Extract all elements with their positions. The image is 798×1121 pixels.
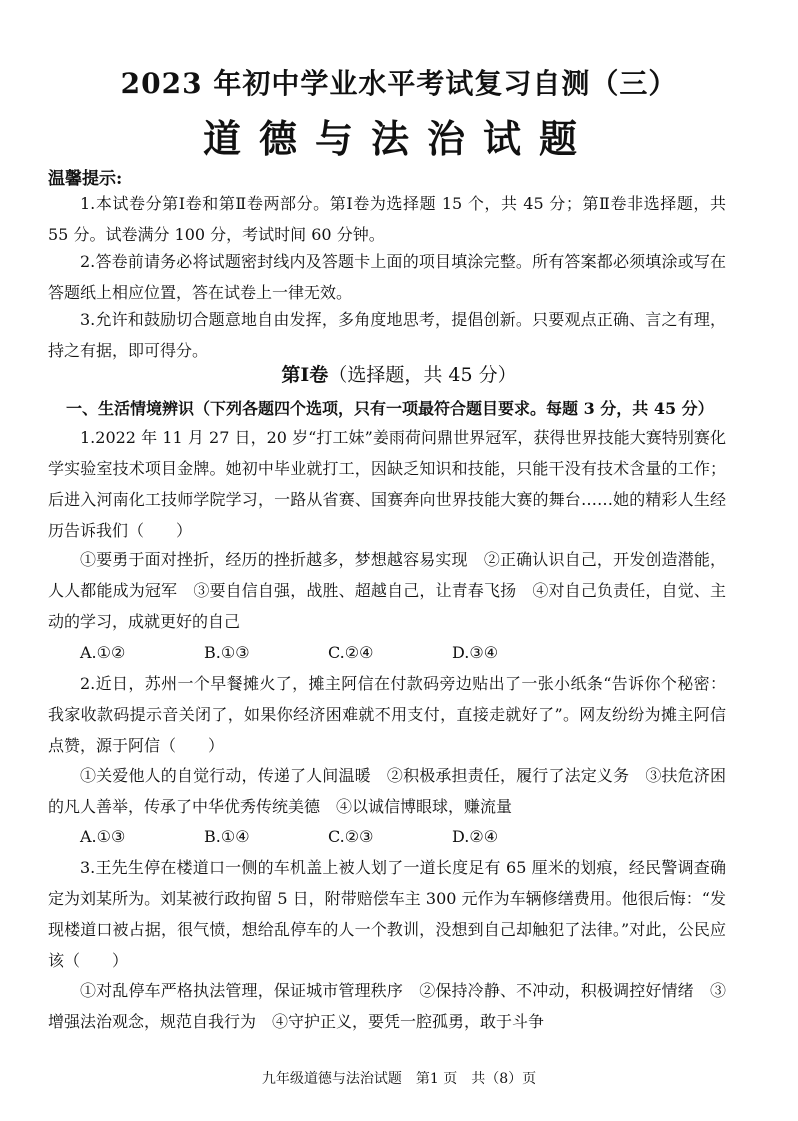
- question-3-stem: 3.王先生停在楼道口一侧的车机盖上被人划了一道长度足有 65 厘米的划痕，经民警调查确定为刘某所为。刘某被行政拘留 5 日，附带赔偿车主 300 元作为车辆修缮费用。他很后悔：“发现楼道口被占据，很气愤，想给乱停车的人一个教训，没想到自己却触犯了法律。”对此，公民应该（ ）: [48, 858, 726, 970]
- tip-item-3: 3.允许和鼓励切合题意地自由发挥，多角度地思考，提倡创新。只要观点正确、言之有理，持之有据，即可得分。: [48, 310, 726, 360]
- question-1-stem: 1.2022 年 11 月 27 日，20 岁“打工妹”姜雨荷问鼎世界冠军，获得世界技能大赛特别赛化学实验室技术项目金牌。她初中毕业就打工，因缺乏知识和技能，只能干没有技术含量的工作；后进入河南化工技师学院学习，一路从省赛、国赛奔向世界技能大赛的舞台……她的精彩人生经历告诉我们（ ）: [48, 428, 726, 540]
- option-b: B.①④: [204, 827, 250, 846]
- part-title: 一、生活情境辨识（下列各题四个选项，只有一项最符合题目要求。每题 3 分，共 45 分）: [66, 399, 714, 418]
- tip-item-2: 2.答卷前请务必将试题密封线内及答题卡上面的项目填涂完整。所有答案都必须填涂或写在答题纸上相应位置，答在试卷上一律无效。: [48, 252, 726, 302]
- section-title-rest: （选择题，共 45 分）: [328, 364, 517, 386]
- option-a: A.①②: [80, 643, 126, 662]
- question-3-statements: ①对乱停车严格执法管理，保证城市管理秩序 ②保持冷静、不冲动，积极调控好情绪 ③增强法治观念，规范自我行为 ④守护正义，要凭一腔孤勇，敢于斗争: [48, 981, 726, 1031]
- question-1-statements: ①要勇于面对挫折，经历的挫折越多，梦想越容易实现 ②正确认识自己，开发创造潜能，人人都能成为冠军 ③要自信自强，战胜、超越自己，让青春飞扬 ④对自己负责任，自觉、主动的学习，成就更好的自己: [48, 550, 726, 631]
- section-title: [0, 360, 798, 387]
- question-2-statements: ①关爱他人的自觉行动，传递了人间温暖 ②积极承担责任，履行了法定义务 ③扶危济困的凡人善举，传承了中华优秀传统美德 ④以诚信博眼球，赚流量: [48, 766, 726, 816]
- tips-heading: 温馨提示:: [48, 169, 123, 189]
- exam-title-line1: 2023 年初中学业水平考试复习自测（三）: [120, 67, 678, 100]
- option-d: D.③④: [452, 643, 499, 662]
- question-2-options: [80, 827, 576, 846]
- option-c: C.②④: [328, 643, 374, 662]
- page-footer: 九年级道德与法治试题 第1 页 共（8）页: [261, 1071, 537, 1087]
- section-title-bold: 第Ⅰ卷: [281, 364, 329, 386]
- option-c: C.②③: [328, 827, 374, 846]
- option-b: B.①③: [204, 643, 250, 662]
- question-2-stem: 2.近日，苏州一个早餐摊火了，摊主阿信在付款码旁边贴出了一张小纸条“告诉你个秘密：我家收款码提示音关闭了，如果你经济困难就不用支付，直接走就好了”。网友纷纷为摊主阿信点赞，源于阿信（ ）: [48, 674, 726, 755]
- option-a: A.①③: [80, 827, 126, 846]
- question-1-options: [80, 643, 576, 662]
- exam-title-subject: 道德与法治试题: [202, 116, 595, 161]
- tip-item-1: 1.本试卷分第Ⅰ卷和第Ⅱ卷两部分。第Ⅰ卷为选择题 15 个，共 45 分；第Ⅱ卷非选择题，共 55 分。试卷满分 100 分，考试时间 60 分钟。: [48, 194, 726, 244]
- option-d: D.②④: [452, 827, 499, 846]
